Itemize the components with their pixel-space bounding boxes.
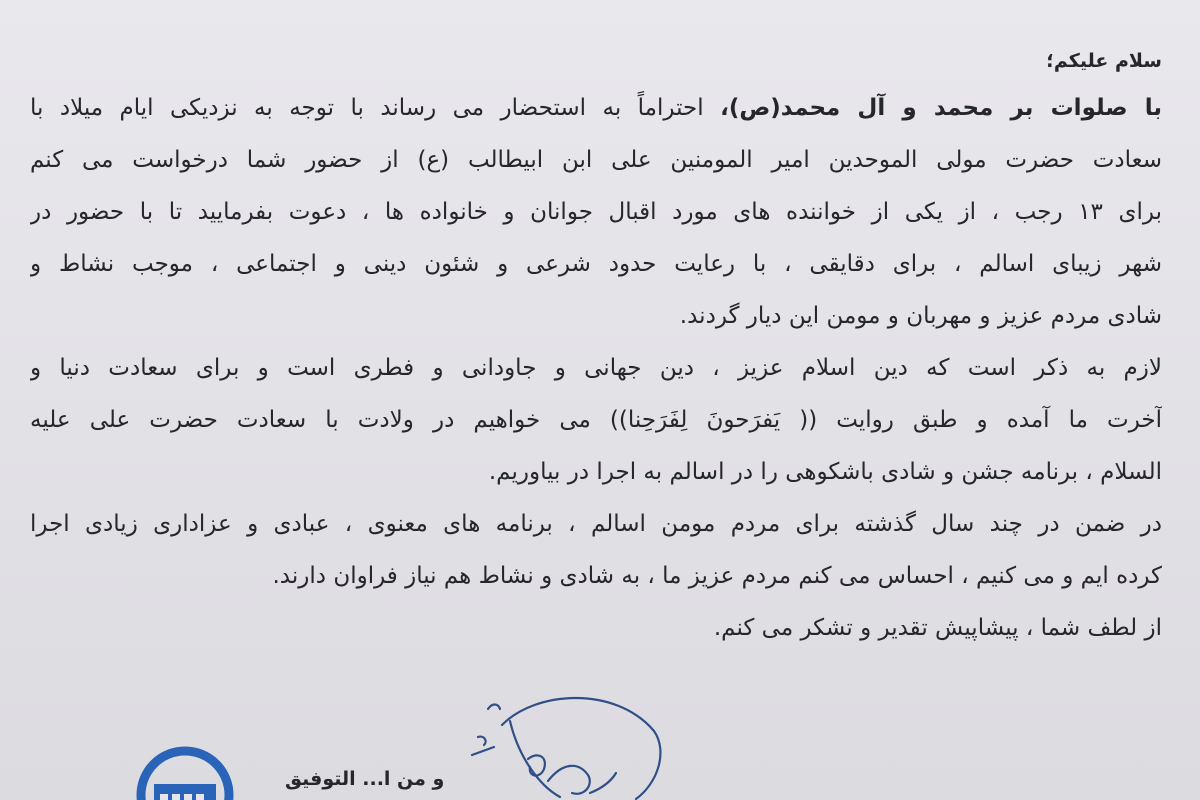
- letter-line-10: کرده ایم و می کنیم ، احساس می کنم مردم عزیز ما ، به شادی و نشاط هم نیاز فراوان دارند.: [272, 563, 1162, 589]
- letter-line-2: سعادت حضرت مولی الموحدین امیر المومنین علی ابن ابیطالب (ع) از حضور شما درخواست می کنم: [30, 147, 1162, 173]
- closing-phrase: و من ا... التوفیق: [285, 768, 445, 790]
- letter-line-4: شهر زیبای اسالم ، برای دقایقی ، با رعایت حدود شرعی و شئون دینی و اجتماعی ، موجب نشاط و: [30, 251, 1162, 277]
- letter-line-1: [30, 82, 1162, 134]
- letter-line-3: برای ۱۳ رجب ، از یکی از خواننده های مورد اقبال جوانان و خانواده ها ، دعوت بفرمایید تا با حضور در: [30, 199, 1162, 225]
- seal-icon: [130, 740, 240, 800]
- letter-line-7: آخرت ما آمده و طبق روایت (( یَفرَحونَ لِفَرَحِنا)) می خواهیم در ولادت با سعادت حضرت علی علیه: [30, 407, 1162, 433]
- signature-icon: [440, 685, 670, 800]
- letter-line-11: از لطف شما ، پیشاپیش تقدیر و تشکر می کنم.: [713, 615, 1162, 641]
- letter-line-1-text: احتراماً به استحضار می رساند با توجه به نزدیکی ایام میلاد با: [30, 95, 704, 121]
- letter-line-9: در ضمن در چند سال گذشته برای مردم مومن اسالم ، برنامه های معنوی ، عبادی و عزاداری زیادی اجرا: [30, 511, 1162, 537]
- opening-salutation: با صلوات بر محمد و آل محمد(ص)،: [720, 95, 1162, 121]
- greeting: سلام علیکم؛: [1046, 50, 1162, 72]
- letter-line-8: السلام ، برنامه جشن و شادی باشکوهی را در اسالم به اجرا در بیاوریم.: [488, 459, 1162, 485]
- letter-line-5: شادی مردم عزیز و مهربان و مومن این دیار گردند.: [679, 303, 1162, 329]
- letter-body: [30, 44, 1162, 654]
- letter-line-6: لازم به ذکر است که دین اسلام عزیز ، دین جهانی و جاودانی و فطری است و برای سعادت دنیا و: [30, 355, 1162, 381]
